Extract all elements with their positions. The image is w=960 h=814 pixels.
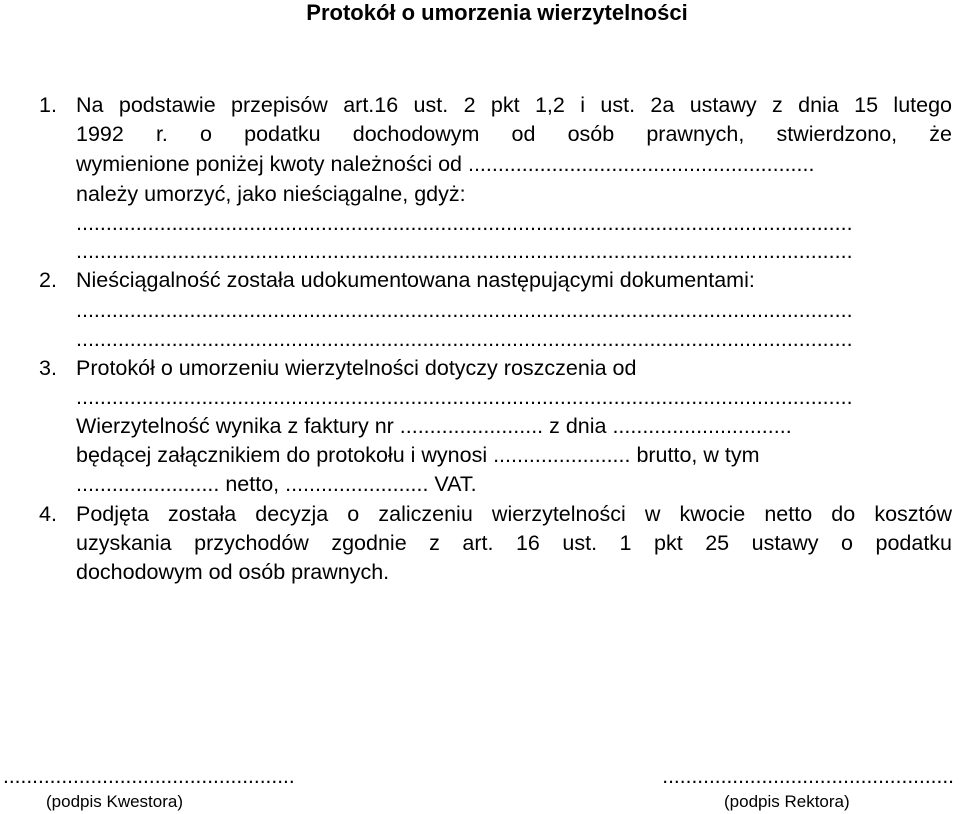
- section-1-line-1: Na podstawie przepisów art.16 ust. 2 pkt 1,2 i ust. 2a ustawy z dnia 15 lutego: [76, 93, 952, 117]
- signature-line-right: ..................................................: [662, 765, 954, 788]
- section-1-number: 1.: [39, 93, 57, 117]
- signature-line-left: ..................................................: [3, 765, 295, 788]
- section-3-net-vat-line: ........................ netto, ........................ VAT.: [76, 472, 477, 496]
- signature-label-kwestor: (podpis Kwestora): [46, 792, 184, 811]
- section-3-invoice-line: Wierzytelność wynika z faktury nr ........................ z dnia ..............................: [76, 414, 792, 438]
- section-1-dotted-line-1: ..................................................................................................................................: [76, 211, 853, 235]
- section-1-line-4: należy umorzyć, jako nieściągalne, gdyż:: [76, 182, 466, 206]
- section-3-line-1: Protokół o umorzeniu wierzytelności dotyczy roszczenia od: [76, 356, 637, 380]
- section-3-number: 3.: [39, 356, 57, 380]
- section-2-line-1: Nieściągalność została udokumentowana następującymi dokumentami:: [76, 268, 755, 292]
- section-4-number: 4.: [39, 502, 57, 526]
- section-2-dotted-line-1: ..................................................................................................................................: [76, 298, 853, 322]
- section-3-amount-line: będącej załącznikiem do protokołu i wynosi ....................... brutto, w tym: [76, 443, 760, 467]
- section-1-dotted-line-2: ..................................................................................................................................: [76, 239, 853, 263]
- section-2-number: 2.: [39, 268, 57, 292]
- section-4-line-1: Podjęta została decyzja o zaliczeniu wierzytelności w kwocie netto do kosztów: [76, 502, 952, 526]
- signature-label-rektor: (podpis Rektora): [724, 792, 850, 811]
- section-1-line-3: wymienione poniżej kwoty należności od ..........................................................: [76, 152, 815, 176]
- section-2-dotted-line-2: ..................................................................................................................................: [76, 327, 853, 351]
- section-1-line-2: 1992 r. o podatku dochodowym od osób prawnych, stwierdzono, że: [76, 122, 952, 146]
- section-4-line-2: uzyskania przychodów zgodnie z art. 16 ust. 1 pkt 25 ustawy o podatku: [76, 531, 952, 555]
- section-4-line-3: dochodowym od osób prawnych.: [76, 560, 390, 584]
- section-3-dotted-line-1: ..................................................................................................................................: [76, 385, 853, 409]
- document-title: Protokół o umorzenia wierzytelności: [306, 0, 688, 25]
